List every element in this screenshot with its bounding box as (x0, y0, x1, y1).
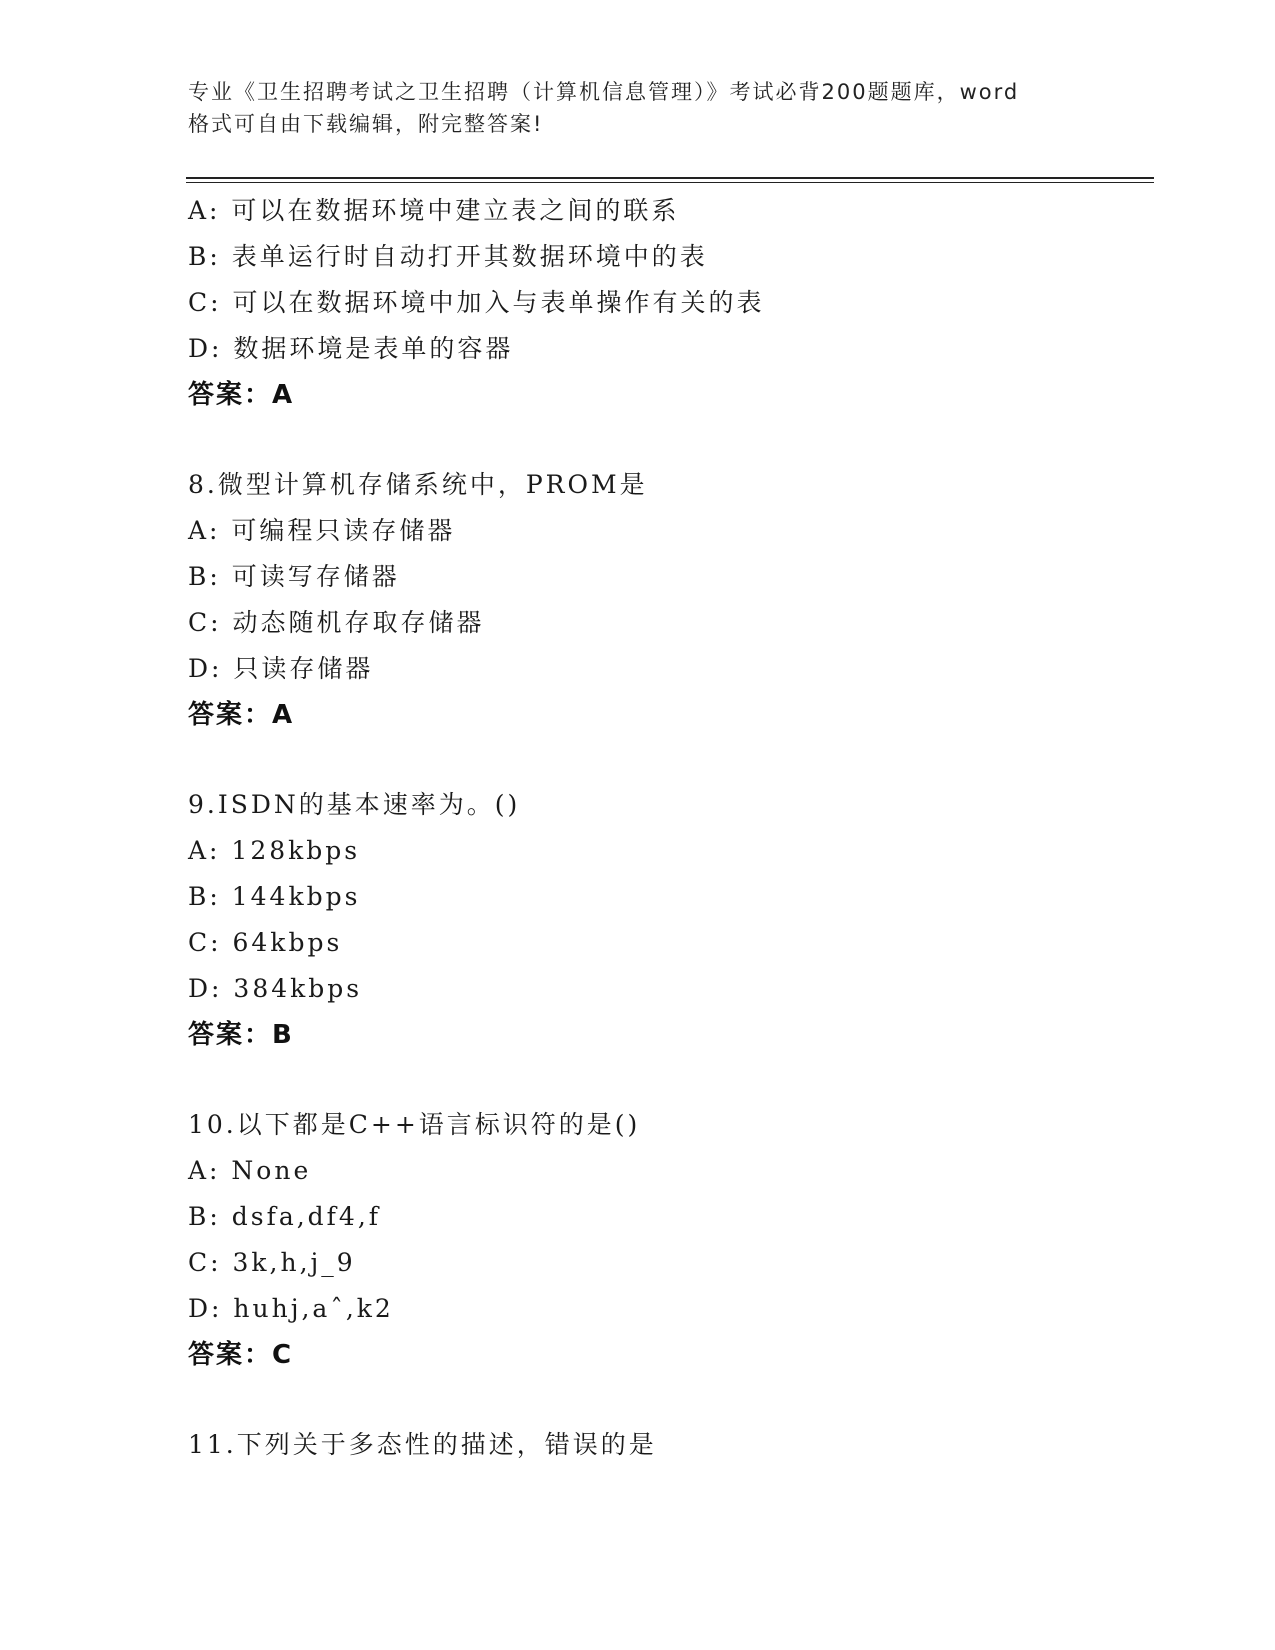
option-c: C: 3k,h,j_9 (188, 1248, 356, 1277)
option-d: D: 只读存储器 (188, 654, 374, 683)
option-a: A: 可编程只读存储器 (188, 516, 456, 545)
question-stem: 8.微型计算机存储系统中，PROM是 (188, 470, 648, 499)
question-stem: 11.下列关于多态性的描述，错误的是 (188, 1430, 657, 1459)
header-divider (186, 177, 1154, 179)
option-a: A: 128kbps (188, 836, 361, 865)
spacer (188, 1378, 1148, 1422)
header-line-2: 格式可自由下载编辑，附完整答案! (188, 112, 544, 136)
option-b: B: 可读写存储器 (188, 562, 400, 591)
question-10 (188, 1102, 1148, 1378)
header-line-1: 专业《卫生招聘考试之卫生招聘（计算机信息管理）》考试必背200题题库，word (188, 80, 1020, 104)
option-d: D: 384kbps (188, 974, 363, 1003)
answer-line: 答案：A (188, 380, 295, 410)
option-d: D: 数据环境是表单的容器 (188, 334, 514, 363)
question-11 (188, 1422, 1148, 1468)
option-b: B: dsfa,df4,f (188, 1202, 382, 1231)
option-b: B: 144kbps (188, 882, 361, 911)
answer-line: 答案：A (188, 700, 295, 730)
question-7-continued (188, 188, 1148, 418)
option-a: A: None (188, 1156, 312, 1185)
spacer (188, 1058, 1148, 1102)
question-9 (188, 782, 1148, 1058)
document-header (188, 76, 1108, 140)
question-list (188, 188, 1148, 1468)
question-8 (188, 462, 1148, 738)
option-d: D: huhj,aˆ,k2 (188, 1294, 394, 1323)
spacer (188, 418, 1148, 462)
option-c: C: 64kbps (188, 928, 343, 957)
answer-line: 答案：B (188, 1020, 294, 1050)
answer-line: 答案：C (188, 1340, 294, 1370)
option-b: B: 表单运行时自动打开其数据环境中的表 (188, 242, 708, 271)
option-c: C: 动态随机存取存储器 (188, 608, 485, 637)
option-a: A: 可以在数据环境中建立表之间的联系 (188, 196, 680, 225)
option-c: C: 可以在数据环境中加入与表单操作有关的表 (188, 288, 765, 317)
spacer (188, 738, 1148, 782)
question-stem: 9.ISDN的基本速率为。() (188, 790, 521, 819)
header-divider-thin (186, 182, 1154, 183)
question-stem: 10.以下都是C++语言标识符的是() (188, 1110, 641, 1139)
